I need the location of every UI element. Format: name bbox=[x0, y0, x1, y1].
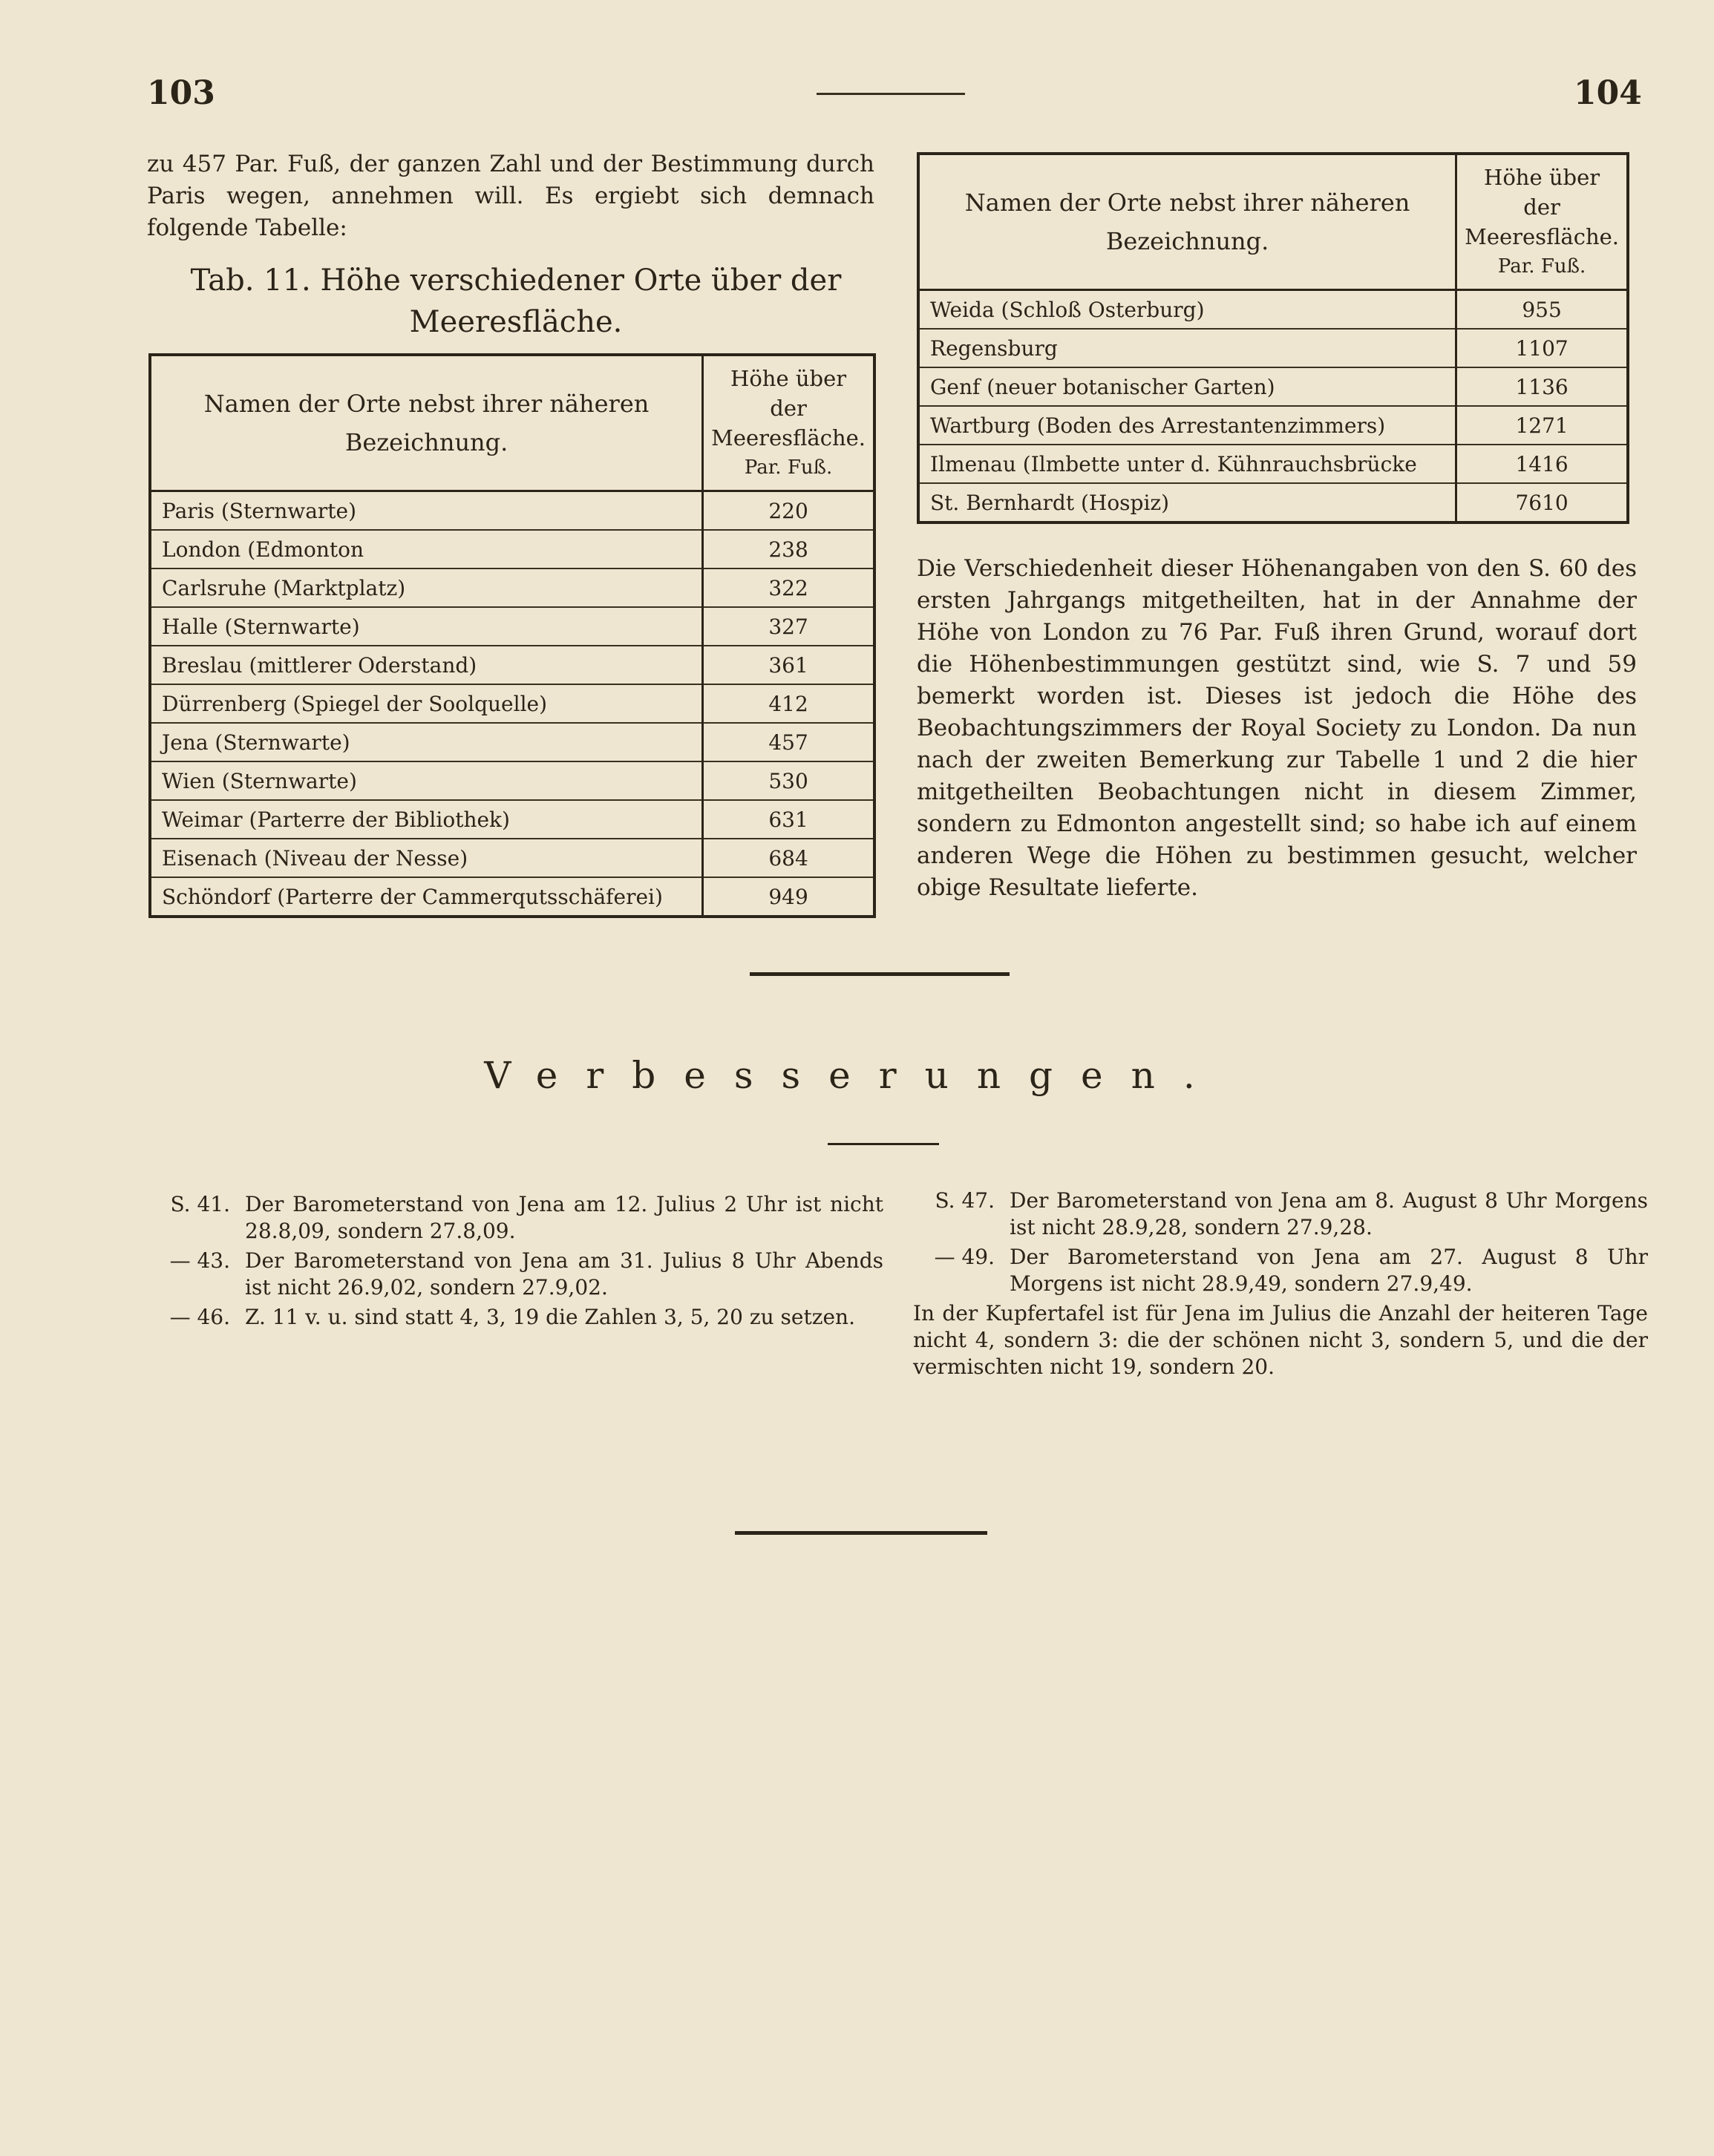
table-header-height bbox=[703, 355, 874, 491]
correction-text: Der Barometerstand von Jena am 31. Julius 8 Uhr Abends ist nicht 26.9,02, sondern 27.9,02. bbox=[245, 1248, 883, 1300]
corrections-left-column bbox=[148, 1191, 883, 1334]
table-row bbox=[918, 290, 1628, 330]
table-row bbox=[150, 877, 874, 917]
correction-text: Z. 11 v. u. sind statt 4, 3, 19 die Zahlen 3, 5, 20 zu setzen. bbox=[245, 1305, 855, 1329]
place-cell: Genf (neuer botanischer Garten) bbox=[918, 367, 1456, 406]
corrections-right-column bbox=[913, 1187, 1648, 1383]
separator-rule bbox=[750, 972, 1010, 976]
height-cell: 1107 bbox=[1456, 329, 1628, 367]
page-number-left: 103 bbox=[147, 74, 215, 112]
table-row bbox=[150, 839, 874, 877]
table-header-name: Namen der Orte nebst ihrer näheren Bezeichnung. bbox=[918, 154, 1456, 290]
corrections-title: Verbesserungen. bbox=[484, 1054, 1223, 1097]
height-cell: 327 bbox=[703, 607, 874, 646]
place-cell: London (Edmonton bbox=[150, 530, 703, 569]
table-row bbox=[150, 491, 874, 531]
place-cell: Carlsruhe (Marktplatz) bbox=[150, 569, 703, 607]
table-header-name: Namen der Orte nebst ihrer näheren Bezeichnung. bbox=[150, 355, 703, 491]
table-row bbox=[150, 607, 874, 646]
table-row bbox=[150, 723, 874, 761]
height-cell: 322 bbox=[703, 569, 874, 607]
table-caption: Tab. 11. Höhe verschiedener Orte über der Meeresfläche. bbox=[190, 263, 842, 339]
title-underline bbox=[828, 1143, 939, 1145]
height-cell: 1271 bbox=[1456, 406, 1628, 445]
correction-ref: S. 41. bbox=[170, 1192, 230, 1216]
correction-ref: — 43. bbox=[169, 1248, 230, 1273]
height-cell: 220 bbox=[703, 491, 874, 531]
height-cell: 684 bbox=[703, 839, 874, 877]
place-cell: Halle (Sternwarte) bbox=[150, 607, 703, 646]
correction-text: Der Barometerstand von Jena am 12. Julius 2 Uhr ist nicht 28.8,09, sondern 27.8,09. bbox=[245, 1192, 883, 1243]
table-header-unit: Par. Fuß. bbox=[744, 456, 833, 479]
height-cell: 1136 bbox=[1456, 367, 1628, 406]
height-cell: 238 bbox=[703, 530, 874, 569]
place-cell: Dürrenberg (Spiegel der Soolquelle) bbox=[150, 684, 703, 723]
height-cell: 361 bbox=[703, 646, 874, 684]
correction-entry bbox=[148, 1191, 883, 1245]
table-header-height-label: Höhe über der Meeresfläche. bbox=[711, 366, 866, 450]
correction-entry bbox=[913, 1244, 1648, 1297]
correction-ref: — 46. bbox=[169, 1305, 230, 1329]
correction-entry bbox=[148, 1304, 883, 1331]
correction-text: Der Barometerstand von Jena am 8. August 8 Uhr Morgens ist nicht 28.9,28, sondern 27.9,28. bbox=[1010, 1188, 1648, 1239]
page-number-right: 104 bbox=[1574, 74, 1642, 112]
correction-note bbox=[913, 1300, 1648, 1380]
table-header-unit: Par. Fuß. bbox=[1497, 255, 1586, 278]
height-cell: 530 bbox=[703, 761, 874, 800]
height-cell: 631 bbox=[703, 800, 874, 839]
place-cell: Weimar (Parterre der Bibliothek) bbox=[150, 800, 703, 839]
correction-note-text: In der Kupfertafel ist für Jena im Julius die Anzahl der heiteren Tage nicht 4, sondern 3: die der schönen nicht 3, sondern 5, und die der vermischten nicht 19, sondern 20. bbox=[913, 1301, 1648, 1379]
place-cell: Jena (Sternwarte) bbox=[150, 723, 703, 761]
height-cell: 457 bbox=[703, 723, 874, 761]
table-row bbox=[150, 761, 874, 800]
bottom-rule bbox=[735, 1531, 987, 1535]
correction-ref: — 49. bbox=[934, 1245, 995, 1269]
place-cell: Wien (Sternwarte) bbox=[150, 761, 703, 800]
place-cell: Breslau (mittlerer Oderstand) bbox=[150, 646, 703, 684]
table-row bbox=[150, 569, 874, 607]
height-cell: 7610 bbox=[1456, 483, 1628, 522]
correction-ref: S. 47. bbox=[935, 1188, 995, 1213]
place-cell: Eisenach (Niveau der Nesse) bbox=[150, 839, 703, 877]
place-cell: Weida (Schloß Osterburg) bbox=[918, 290, 1456, 330]
table-row bbox=[918, 406, 1628, 445]
correction-entry bbox=[913, 1187, 1648, 1241]
place-cell: Schöndorf (Parterre der Cammerqutsschäferei) bbox=[162, 884, 663, 909]
place-cell: Ilmenau (Ilmbette unter d. Kühnrauchsbrücke bbox=[918, 445, 1456, 483]
heights-table-left bbox=[148, 353, 876, 918]
table-header-height-label: Höhe über der Meeresfläche. bbox=[1465, 165, 1619, 249]
table-row bbox=[150, 530, 874, 569]
right-paragraph: Die Verschiedenheit dieser Höhenangaben von den S. 60 des ersten Jahrgangs mitgetheilten, hat in der Annahme der Höhe von London zu 76 Par. Fuß ihren Grund, worauf dort die Höhenbestimmungen gestützt sind, wie S. 7 und 59 bemerkt worden ist. Dieses ist jedoch die Höhe des Beobachtungszimmers der Royal Society zu London. Da nun nach der zweiten Bemerkung zur Tabelle 1 und 2 die hier mitgetheilten Beobachtungen nicht in diesem Zimmer, sondern zu Edmonton angestellt sind; so habe ich auf einem anderen Wege die Höhen zu bestimmen gesucht, welcher obige Resultate lieferte. bbox=[917, 555, 1637, 901]
height-cell: 949 bbox=[703, 877, 874, 917]
header-rule bbox=[817, 93, 965, 95]
table-row bbox=[918, 367, 1628, 406]
heights-table-right bbox=[917, 152, 1629, 524]
table-header-height bbox=[1456, 154, 1628, 290]
correction-entry bbox=[148, 1248, 883, 1301]
table-row bbox=[918, 483, 1628, 522]
height-cell: 1416 bbox=[1456, 445, 1628, 483]
intro-paragraph: zu 457 Par. Fuß, der ganzen Zahl und der Bestimmung durch Paris wegen, annehmen will. Es ergiebt sich demnach folgende Tabelle: bbox=[147, 151, 874, 241]
height-cell: 955 bbox=[1456, 290, 1628, 330]
table-row bbox=[150, 800, 874, 839]
place-cell: St. Bernhardt (Hospiz) bbox=[930, 490, 1170, 515]
place-cell: Wartburg (Boden des Arrestantenzimmers) bbox=[918, 406, 1456, 445]
table-row bbox=[150, 684, 874, 723]
correction-text: Der Barometerstand von Jena am 27. August 8 Uhr Morgens ist nicht 28.9,49, sondern 27.9,49. bbox=[1010, 1245, 1648, 1296]
table-row bbox=[918, 329, 1628, 367]
place-cell: Paris (Sternwarte) bbox=[150, 491, 703, 531]
table-row bbox=[150, 646, 874, 684]
height-cell: 412 bbox=[703, 684, 874, 723]
table-row bbox=[918, 445, 1628, 483]
place-cell: Regensburg bbox=[918, 329, 1456, 367]
